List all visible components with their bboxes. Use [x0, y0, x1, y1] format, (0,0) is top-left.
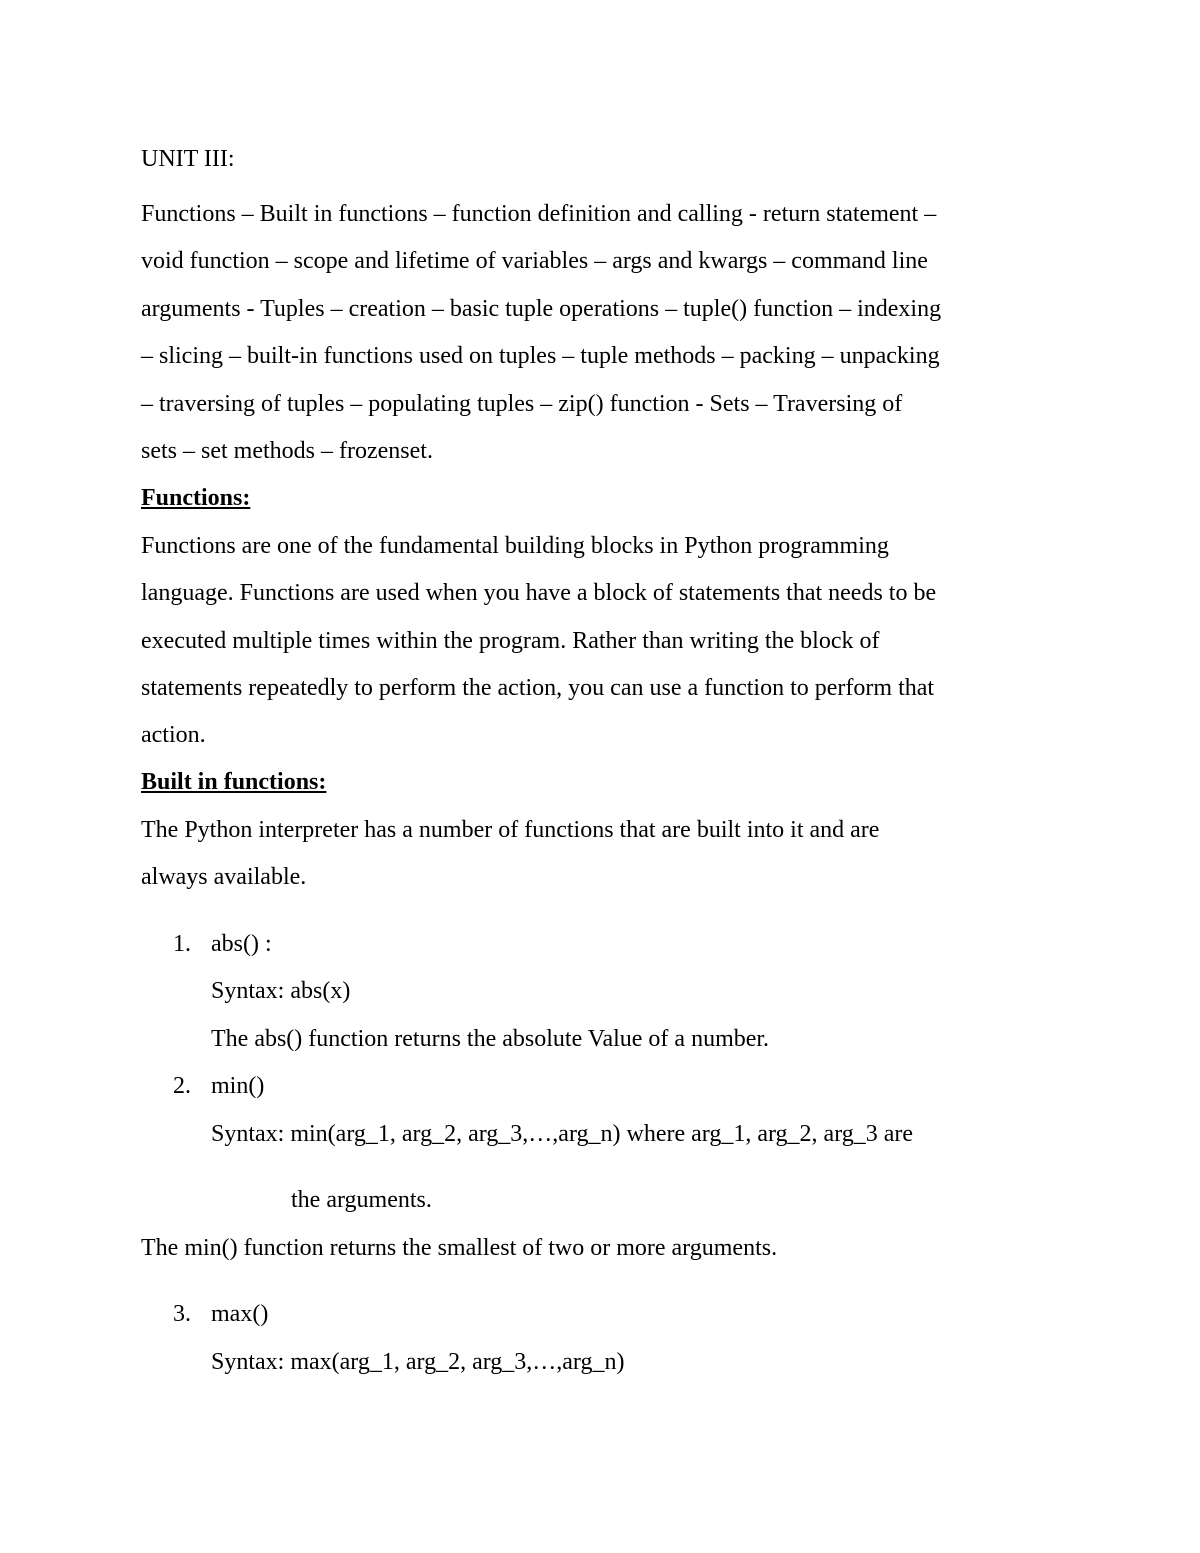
list-item-syntax: Syntax: abs(x): [211, 978, 351, 1004]
functions-paragraph-line: language. Functions are used when you have a block of statements that needs to be: [141, 580, 937, 606]
list-item-name: abs() :: [211, 931, 272, 957]
functions-paragraph-line: Functions are one of the fundamental building blocks in Python programming: [141, 533, 889, 559]
list-item-syntax: Syntax: min(arg_1, arg_2, arg_3,…,arg_n) where arg_1, arg_2, arg_3 are: [211, 1121, 914, 1147]
functions-paragraph-line: action.: [141, 722, 206, 748]
syllabus-line: – traversing of tuples – populating tuples – zip() function - Sets – Traversing of: [141, 391, 903, 417]
functions-heading: Functions:: [141, 485, 251, 511]
builtin-paragraph-line: always available.: [141, 864, 307, 890]
list-item-description: The min() function returns the smallest of two or more arguments.: [141, 1235, 778, 1261]
builtin-paragraph-line: The Python interpreter has a number of functions that are built into it and are: [141, 817, 880, 843]
syllabus-line: sets – set methods – frozenset.: [141, 438, 433, 464]
unit-title: UNIT III:: [141, 146, 235, 172]
syllabus-line: arguments - Tuples – creation – basic tuple operations – tuple() function – indexing: [141, 296, 942, 322]
syllabus-line: Functions – Built in functions – function definition and calling - return statement –: [141, 201, 937, 227]
functions-paragraph-line: statements repeatedly to perform the action, you can use a function to perform that: [141, 675, 935, 701]
list-item-name: min(): [211, 1073, 265, 1099]
list-item-description: The abs() function returns the absolute Value of a number.: [211, 1026, 770, 1052]
list-item-number: 2.: [173, 1073, 191, 1099]
list-item-number: 1.: [173, 931, 191, 957]
syllabus-line: void function – scope and lifetime of variables – args and kwargs – command line: [141, 248, 928, 274]
list-item-syntax-continued: the arguments.: [291, 1187, 432, 1213]
list-item-name: max(): [211, 1301, 269, 1327]
list-item-syntax: Syntax: max(arg_1, arg_2, arg_3,…,arg_n): [211, 1349, 625, 1375]
functions-paragraph-line: executed multiple times within the program. Rather than writing the block of: [141, 628, 880, 654]
list-item-number: 3.: [173, 1301, 191, 1327]
syllabus-line: – slicing – built-in functions used on tuples – tuple methods – packing – unpacking: [141, 343, 940, 369]
builtin-heading: Built in functions:: [141, 769, 327, 795]
